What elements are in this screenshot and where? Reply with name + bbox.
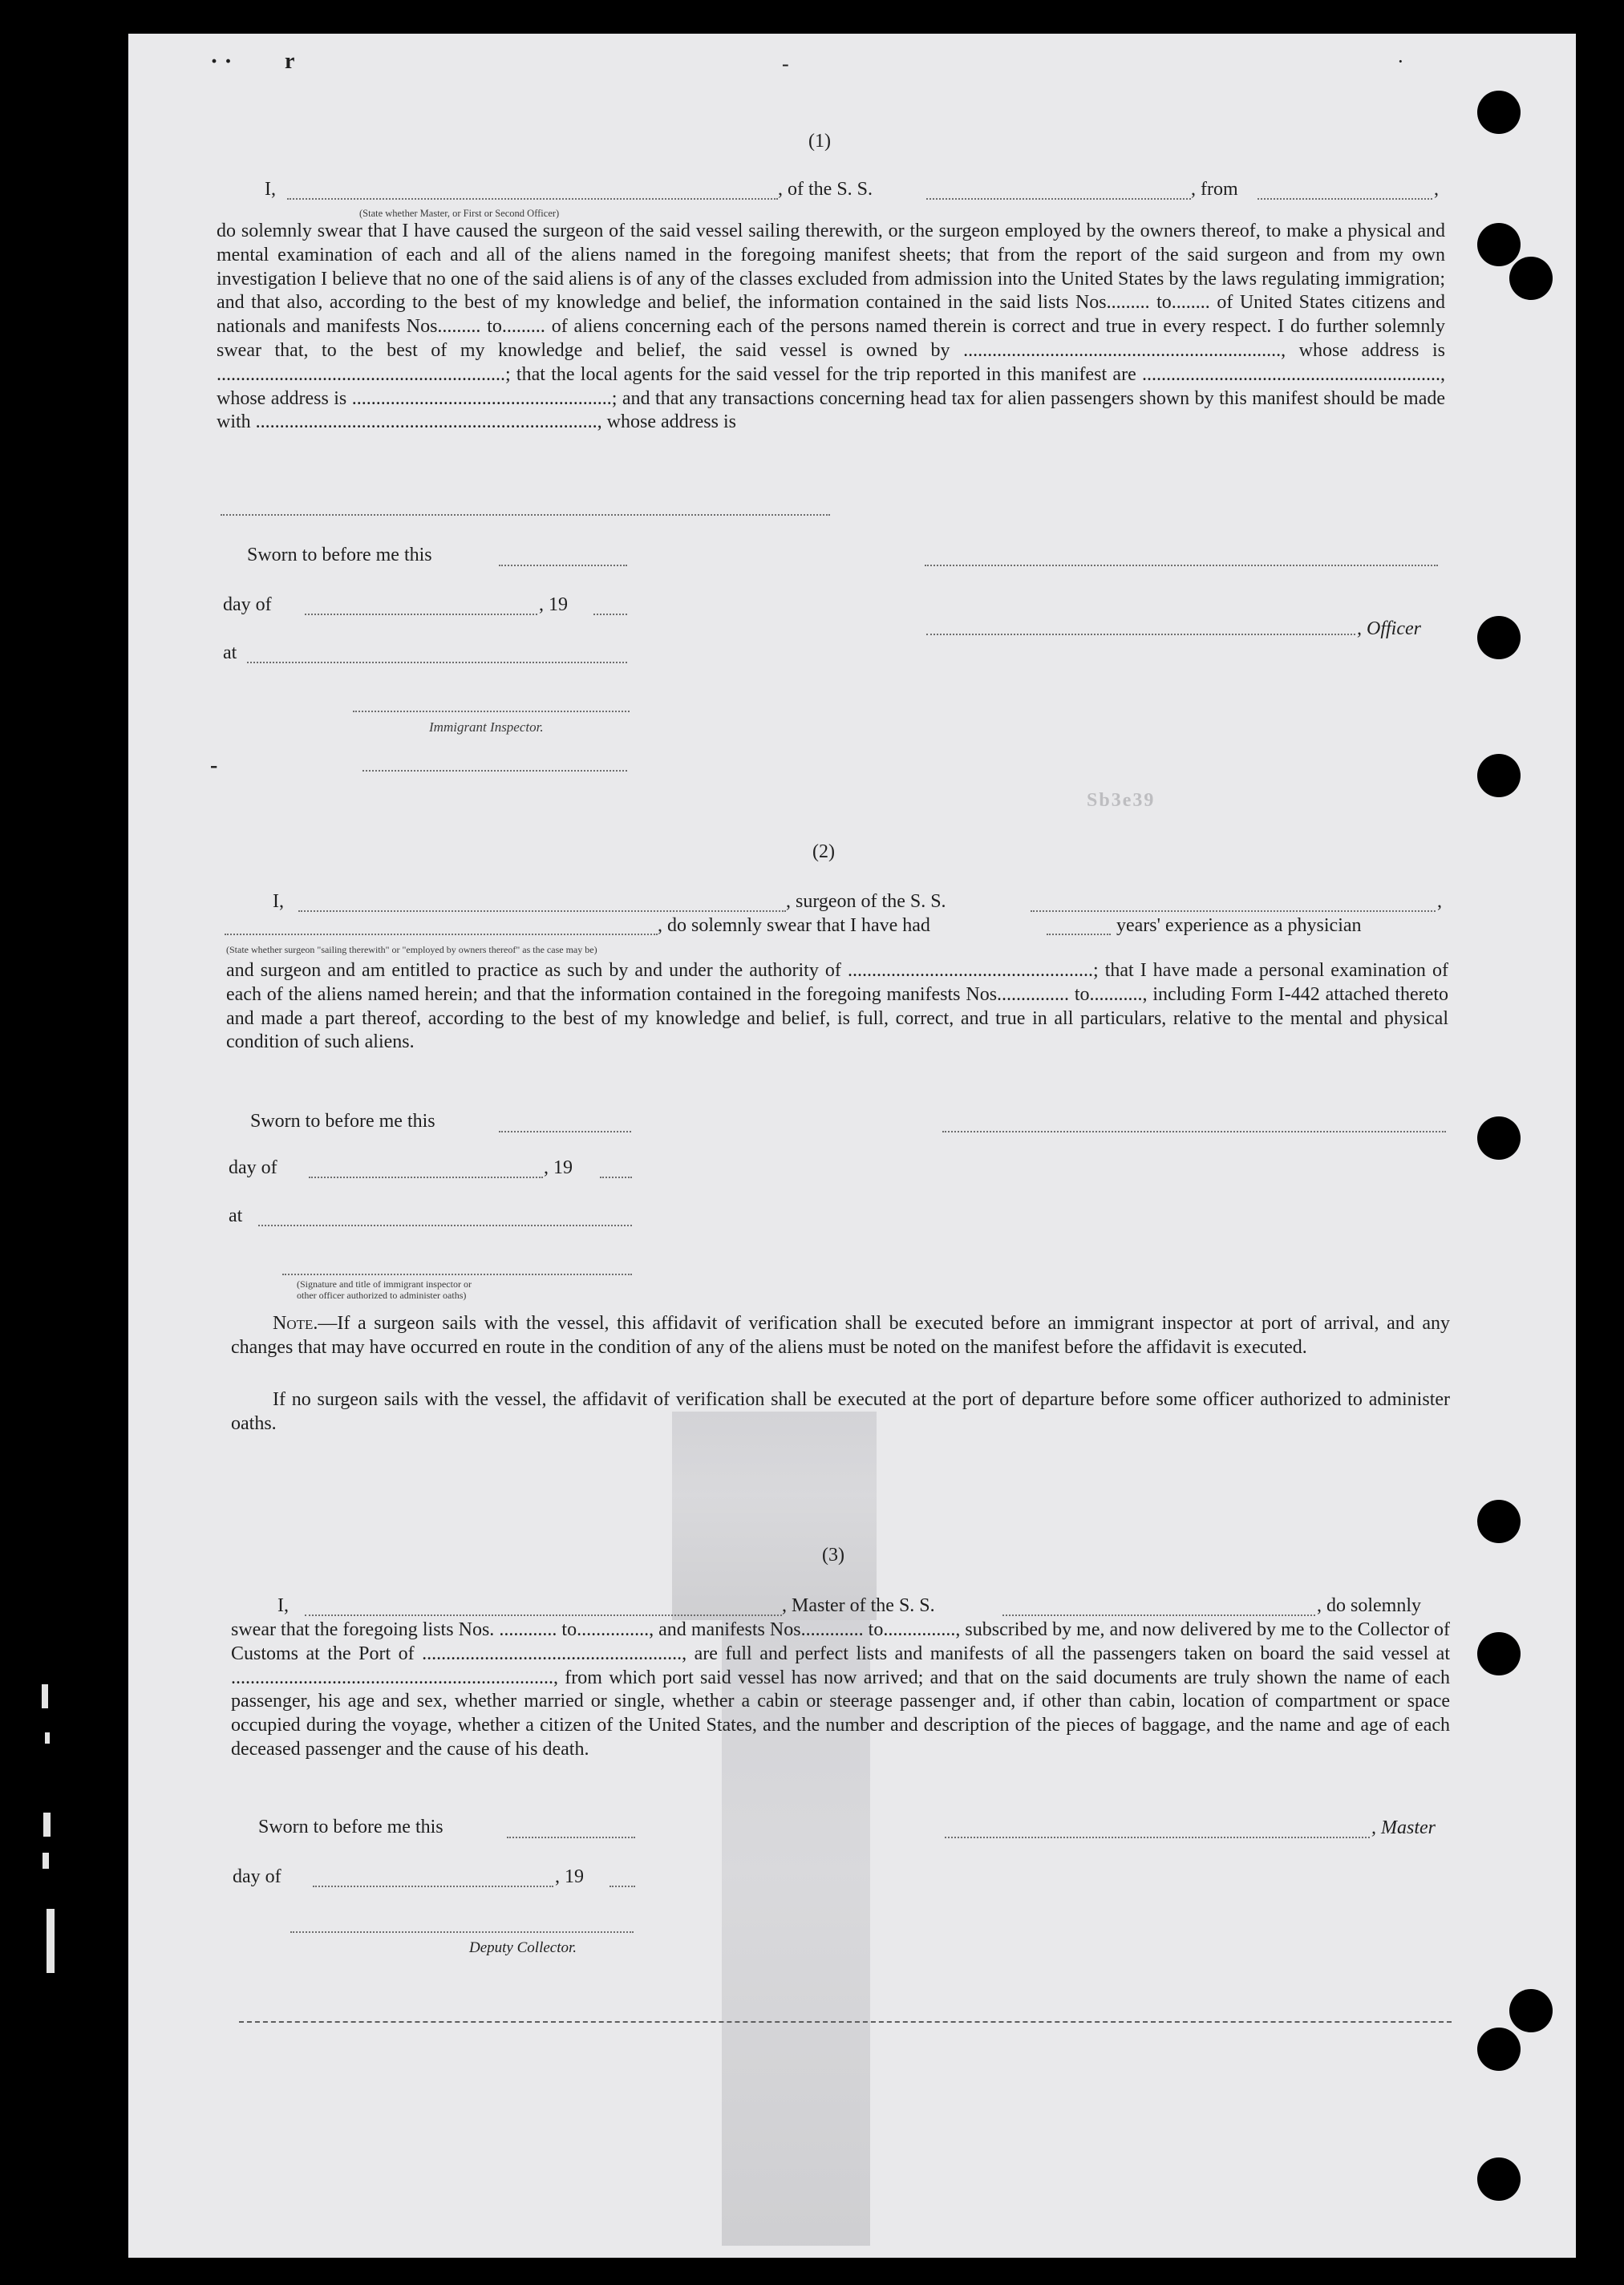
sworn-label: Sworn to before me this (250, 1111, 435, 1132)
years-label: years' experience as a physician (1116, 915, 1362, 936)
at-label: at (223, 642, 237, 663)
punch-hole (1509, 1989, 1553, 2032)
years-field[interactable] (1047, 934, 1111, 935)
officer-signature-field[interactable] (925, 565, 1438, 566)
officer-name-signature-field[interactable] (926, 634, 1355, 635)
signature-note-1: (Signature and title of immigrant inspector or (297, 1278, 472, 1290)
scan-artifact (47, 1909, 55, 1973)
sworn-date-field[interactable] (507, 1837, 635, 1838)
scan-mark: - (782, 52, 789, 75)
swear-label: , do solemnly swear that I have had (658, 915, 930, 936)
vessel-name-field[interactable] (1031, 910, 1436, 912)
officer-label: , Officer (1357, 618, 1421, 639)
bottom-separator (239, 2021, 1452, 2023)
punch-hole (1477, 223, 1521, 266)
year-label: , 19 (539, 594, 568, 615)
master-signature-field[interactable] (945, 1837, 1370, 1838)
surgeon-signature-field[interactable] (942, 1131, 1446, 1132)
scan-artifact (43, 1853, 49, 1869)
scan-mark: · (1397, 50, 1404, 73)
do-solemnly-label: , do solemnly (1317, 1595, 1421, 1616)
master-of-label: , Master of the S. S. (782, 1595, 935, 1616)
oath-i-label: I, (277, 1595, 289, 1616)
sworn-label: Sworn to before me this (258, 1817, 443, 1837)
surgeon-name-field[interactable] (298, 910, 786, 912)
comma: , (1434, 179, 1439, 200)
inspector-label: Immigrant Inspector. (429, 719, 544, 735)
surgeon-of-label: , surgeon of the S. S. (786, 891, 946, 912)
sworn-label: Sworn to before me this (247, 545, 432, 565)
vessel-name-field[interactable] (1002, 1614, 1315, 1616)
role-note: (State whether surgeon "sailing therewith" or "employed by owners thereof" as the case may be) (226, 944, 597, 955)
sworn-date-field[interactable] (499, 1131, 631, 1132)
scan-artifact (43, 1813, 51, 1837)
scan-artifact (45, 1732, 50, 1744)
punch-hole (1477, 91, 1521, 134)
year-field[interactable] (593, 614, 627, 615)
scan-mark: · · (210, 48, 233, 75)
signature-note-2: other officer authorized to administer oaths) (297, 1290, 467, 1301)
at-place-field[interactable] (258, 1225, 632, 1226)
oath-i-label: I, (265, 179, 276, 200)
section-1-heading: (1) (808, 131, 831, 152)
section-3-heading: (3) (822, 1545, 844, 1566)
section-2-heading: (2) (812, 841, 835, 862)
master-label: , Master (1371, 1817, 1436, 1838)
inspector-signature-field[interactable] (353, 711, 630, 712)
punch-hole (1477, 1500, 1521, 1543)
punch-hole (1477, 754, 1521, 797)
punch-hole (1477, 2028, 1521, 2071)
from-port-field[interactable] (1257, 198, 1432, 200)
officer-name-field[interactable] (287, 198, 778, 200)
day-of-field[interactable] (309, 1177, 543, 1178)
note-text-1: —If a surgeon sails with the vessel, this affidavit of verification shall be executed before an immigrant inspector at port of arrival, and any changes that may have occurred en route in the condition of any of the aliens must be noted on the manifest before the affidavit is executed. (231, 1313, 1450, 1358)
year-field[interactable] (610, 1886, 635, 1887)
punch-hole (1477, 2157, 1521, 2201)
master-name-field[interactable] (305, 1614, 782, 1616)
scan-artifact (42, 1684, 48, 1708)
comma: , (1437, 891, 1442, 912)
stamp-bleed: Sb3e39 (1087, 790, 1156, 811)
punch-hole (1477, 1632, 1521, 1675)
note-label: Note. (273, 1313, 318, 1334)
bleed-through-mark (672, 1412, 877, 1620)
surgeon-affidavit-text: and surgeon and am entitled to practice as such by and under the authority of ...................................................; that I have made a personal examination of each of the aliens named herein; and that the information contained in the foregoing manifests Nos............... to..........., including Form I-442 attached thereto and made a part thereof, according to the best of my knowledge and belief, is full, correct, and true in all particulars, relative to the mental and physical condition of such aliens. (226, 960, 1448, 1053)
day-of-label: day of (223, 594, 272, 615)
master-affidavit-text: do solemnly swear that I have caused the surgeon of the said vessel sailing therewith, or the surgeon employed by the owners thereof, to make a physical and mental examination of each and all of the aliens named in the foregoing manifest sheets; that from the report of the said surgeon and from my own investigation I believe that no one of the said aliens is of any of the classes excluded from admission into the United States by the laws regulating immigration; and that also, according to the best of my knowledge and belief, the information contained in the said lists Nos......... to........ of United States citizens and nationals and manifests Nos......... to......... of aliens concerning each of the persons named therein is correct and true in every respect. I do further solemnly swear that, to the best of my knowledge and belief, the said vessel is owned by .................................................................., whose address is ............................................................; that the local agents for the said vessel for the trip reported in this manifest are .............................................................., whose address is ......................................................; and that any transactions concerning head tax for alien passengers shown by this manifest should be made with ......................................................................., whose address is (217, 221, 1445, 433)
punch-hole (1477, 1116, 1521, 1160)
punch-hole (1509, 257, 1553, 300)
collector-signature-field[interactable] (290, 1931, 634, 1933)
at-place-field[interactable] (247, 662, 627, 663)
year-field[interactable] (600, 1177, 632, 1178)
at-label: at (229, 1205, 243, 1226)
punch-hole (1477, 616, 1521, 659)
note-text-2: If no surgeon sails with the vessel, the affidavit of verification shall be executed at the port of departure before some officer authorized to administer oaths. (231, 1389, 1450, 1434)
collector-label: Deputy Collector. (469, 1939, 577, 1956)
scan-mark: r (285, 49, 295, 74)
master-declaration-text: swear that the foregoing lists Nos. ............ to..............., and manifests Nos............. to..............., subscribed by me, and now delivered by me to the Collector of Customs at the Port of ......................................................, are full and perfect lists and manifests of all the passengers taken on board the said vessel at ..................................................................., from which port said vessel has now arrived; and that on the said documents are truly shown the name of each passenger, his age and sex, whether married or single, whether a cabin or steerage passenger and, if other than cabin, location of compartment or space occupied during the voyage, whether a citizen of the United States, and the number and description of the pieces of baggage, and the name and age of each deceased passenger and the cause of his death. (231, 1619, 1450, 1760)
day-of-label: day of (233, 1866, 281, 1887)
day-of-field[interactable] (305, 614, 537, 615)
from-label: , from (1191, 179, 1238, 200)
inspector-signature-field[interactable] (282, 1274, 632, 1275)
day-of-field[interactable] (313, 1886, 553, 1887)
transaction-address-field[interactable] (221, 514, 830, 516)
oath-i-label: I, (273, 891, 284, 912)
scan-mark: - (210, 753, 218, 778)
day-of-label: day of (229, 1157, 277, 1178)
year-label: , 19 (555, 1866, 584, 1887)
of-ss-label: , of the S. S. (778, 179, 873, 200)
surgeon-role-field[interactable] (225, 934, 658, 935)
note-paragraph-1 (231, 1312, 1450, 1360)
sworn-date-field[interactable] (499, 565, 627, 566)
year-label: , 19 (544, 1157, 573, 1178)
extra-field[interactable] (362, 770, 627, 772)
role-note: (State whether Master, or First or Second Officer) (359, 208, 560, 219)
vessel-name-field[interactable] (926, 198, 1191, 200)
